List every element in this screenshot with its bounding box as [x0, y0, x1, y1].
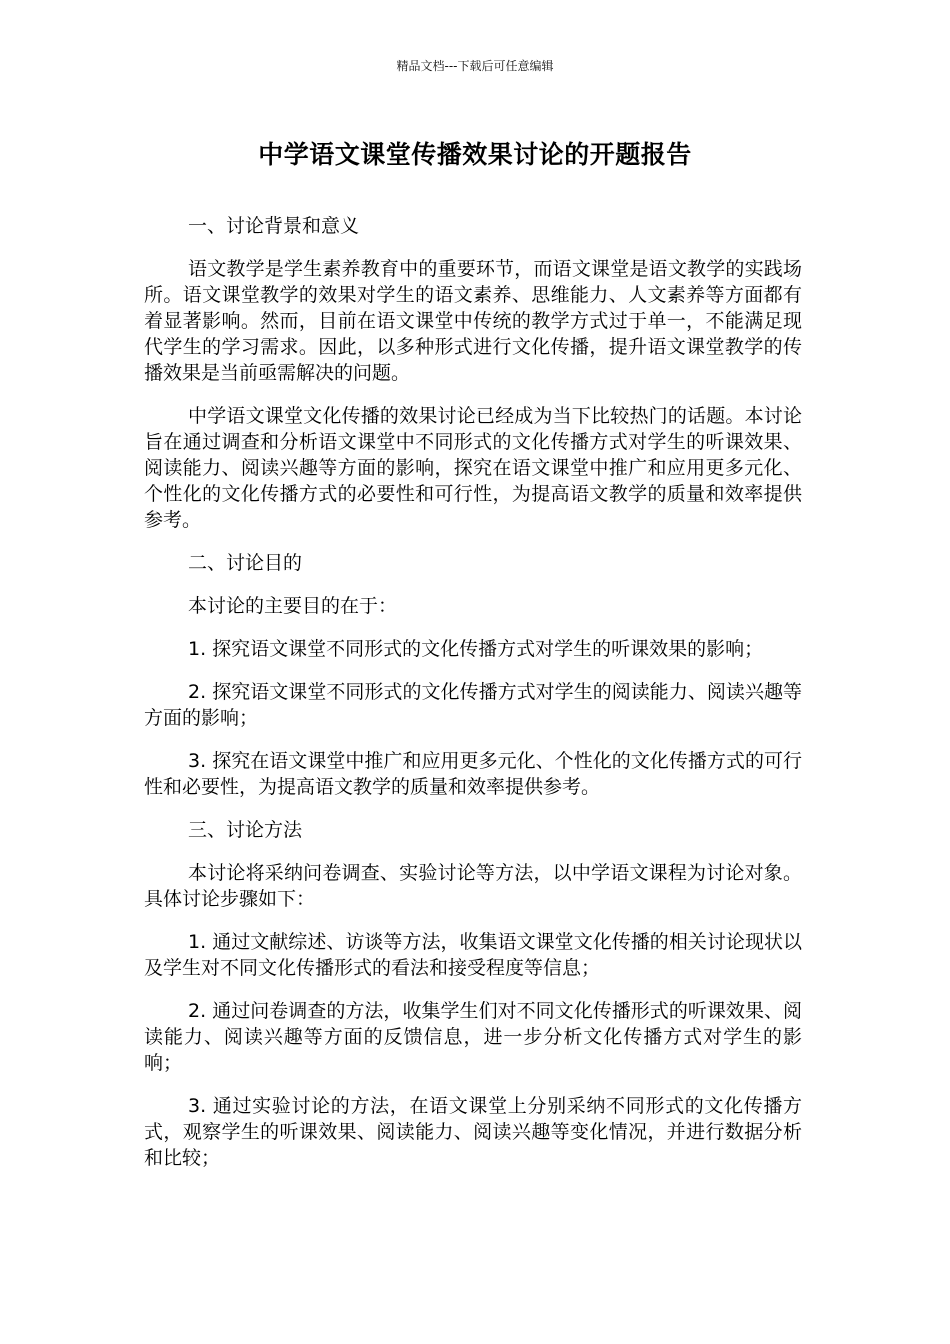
list-item-method-1: 1. 通过文献综述、访谈等方法，收集语文课堂文化传播的相关讨论现状以及学生对不同文化传播形式的看法和接受程度等信息； [144, 931, 802, 979]
section-heading-background: 一、讨论背景和意义 [188, 215, 360, 237]
list-item-purpose-1: 1. 探究语文课堂不同形式的文化传播方式对学生的听课效果的影响； [188, 638, 764, 660]
list-item-method-3: 3. 通过实验讨论的方法，在语文课堂上分别采纳不同形式的文化传播方式，观察学生的听课效果、阅读能力、阅读兴趣等变化情况，并进行数据分析和比较； [144, 1095, 802, 1169]
document-title: 中学语文课堂传播效果讨论的开题报告 [258, 140, 692, 169]
paragraph-background-2: 中学语文课堂文化传播的效果讨论已经成为当下比较热门的话题。本讨论旨在通过调查和分析语文课堂中不同形式的文化传播方式对学生的听课效果、阅读能力、阅读兴趣等方面的影响，探究在语文课堂中推广和应用更多元化、个性化的文化传播方式的必要性和可行性，为提高语文教学的质量和效率提供参考。 [144, 405, 802, 531]
header-note: 精品文档---下载后可任意编辑 [396, 59, 554, 73]
section-heading-purpose: 二、讨论目的 [188, 552, 303, 574]
paragraph-method-intro: 本讨论将采纳问卷调查、实验讨论等方法，以中学语文课程为讨论对象。具体讨论步骤如下： [144, 862, 802, 910]
document-body [144, 213, 802, 1188]
paragraph-background-1: 语文教学是学生素养教育中的重要环节，而语文课堂是语文教学的实践场所。语文课堂教学的效果对学生的语文素养、思维能力、人文素养等方面都有着显著影响。然而，目前在语文课堂中传统的教学方式过于单一，不能满足现代学生的学习需求。因此，以多种形式进行文化传播，提升语文课堂教学的传播效果是当前亟需解决的问题。 [144, 258, 802, 384]
list-item-purpose-2: 2. 探究语文课堂不同形式的文化传播方式对学生的阅读能力、阅读兴趣等方面的影响； [144, 681, 802, 729]
paragraph-purpose-intro: 本讨论的主要目的在于： [188, 595, 398, 617]
list-item-purpose-3: 3. 探究在语文课堂中推广和应用更多元化、个性化的文化传播方式的可行性和必要性，为提高语文教学的质量和效率提供参考。 [144, 750, 802, 798]
section-heading-method: 三、讨论方法 [188, 819, 303, 841]
list-item-method-2: 2. 通过问卷调查的方法，收集学生们对不同文化传播形式的听课效果、阅读能力、阅读兴趣等方面的反馈信息，进一步分析文化传播方式对学生的影响； [144, 1000, 802, 1074]
